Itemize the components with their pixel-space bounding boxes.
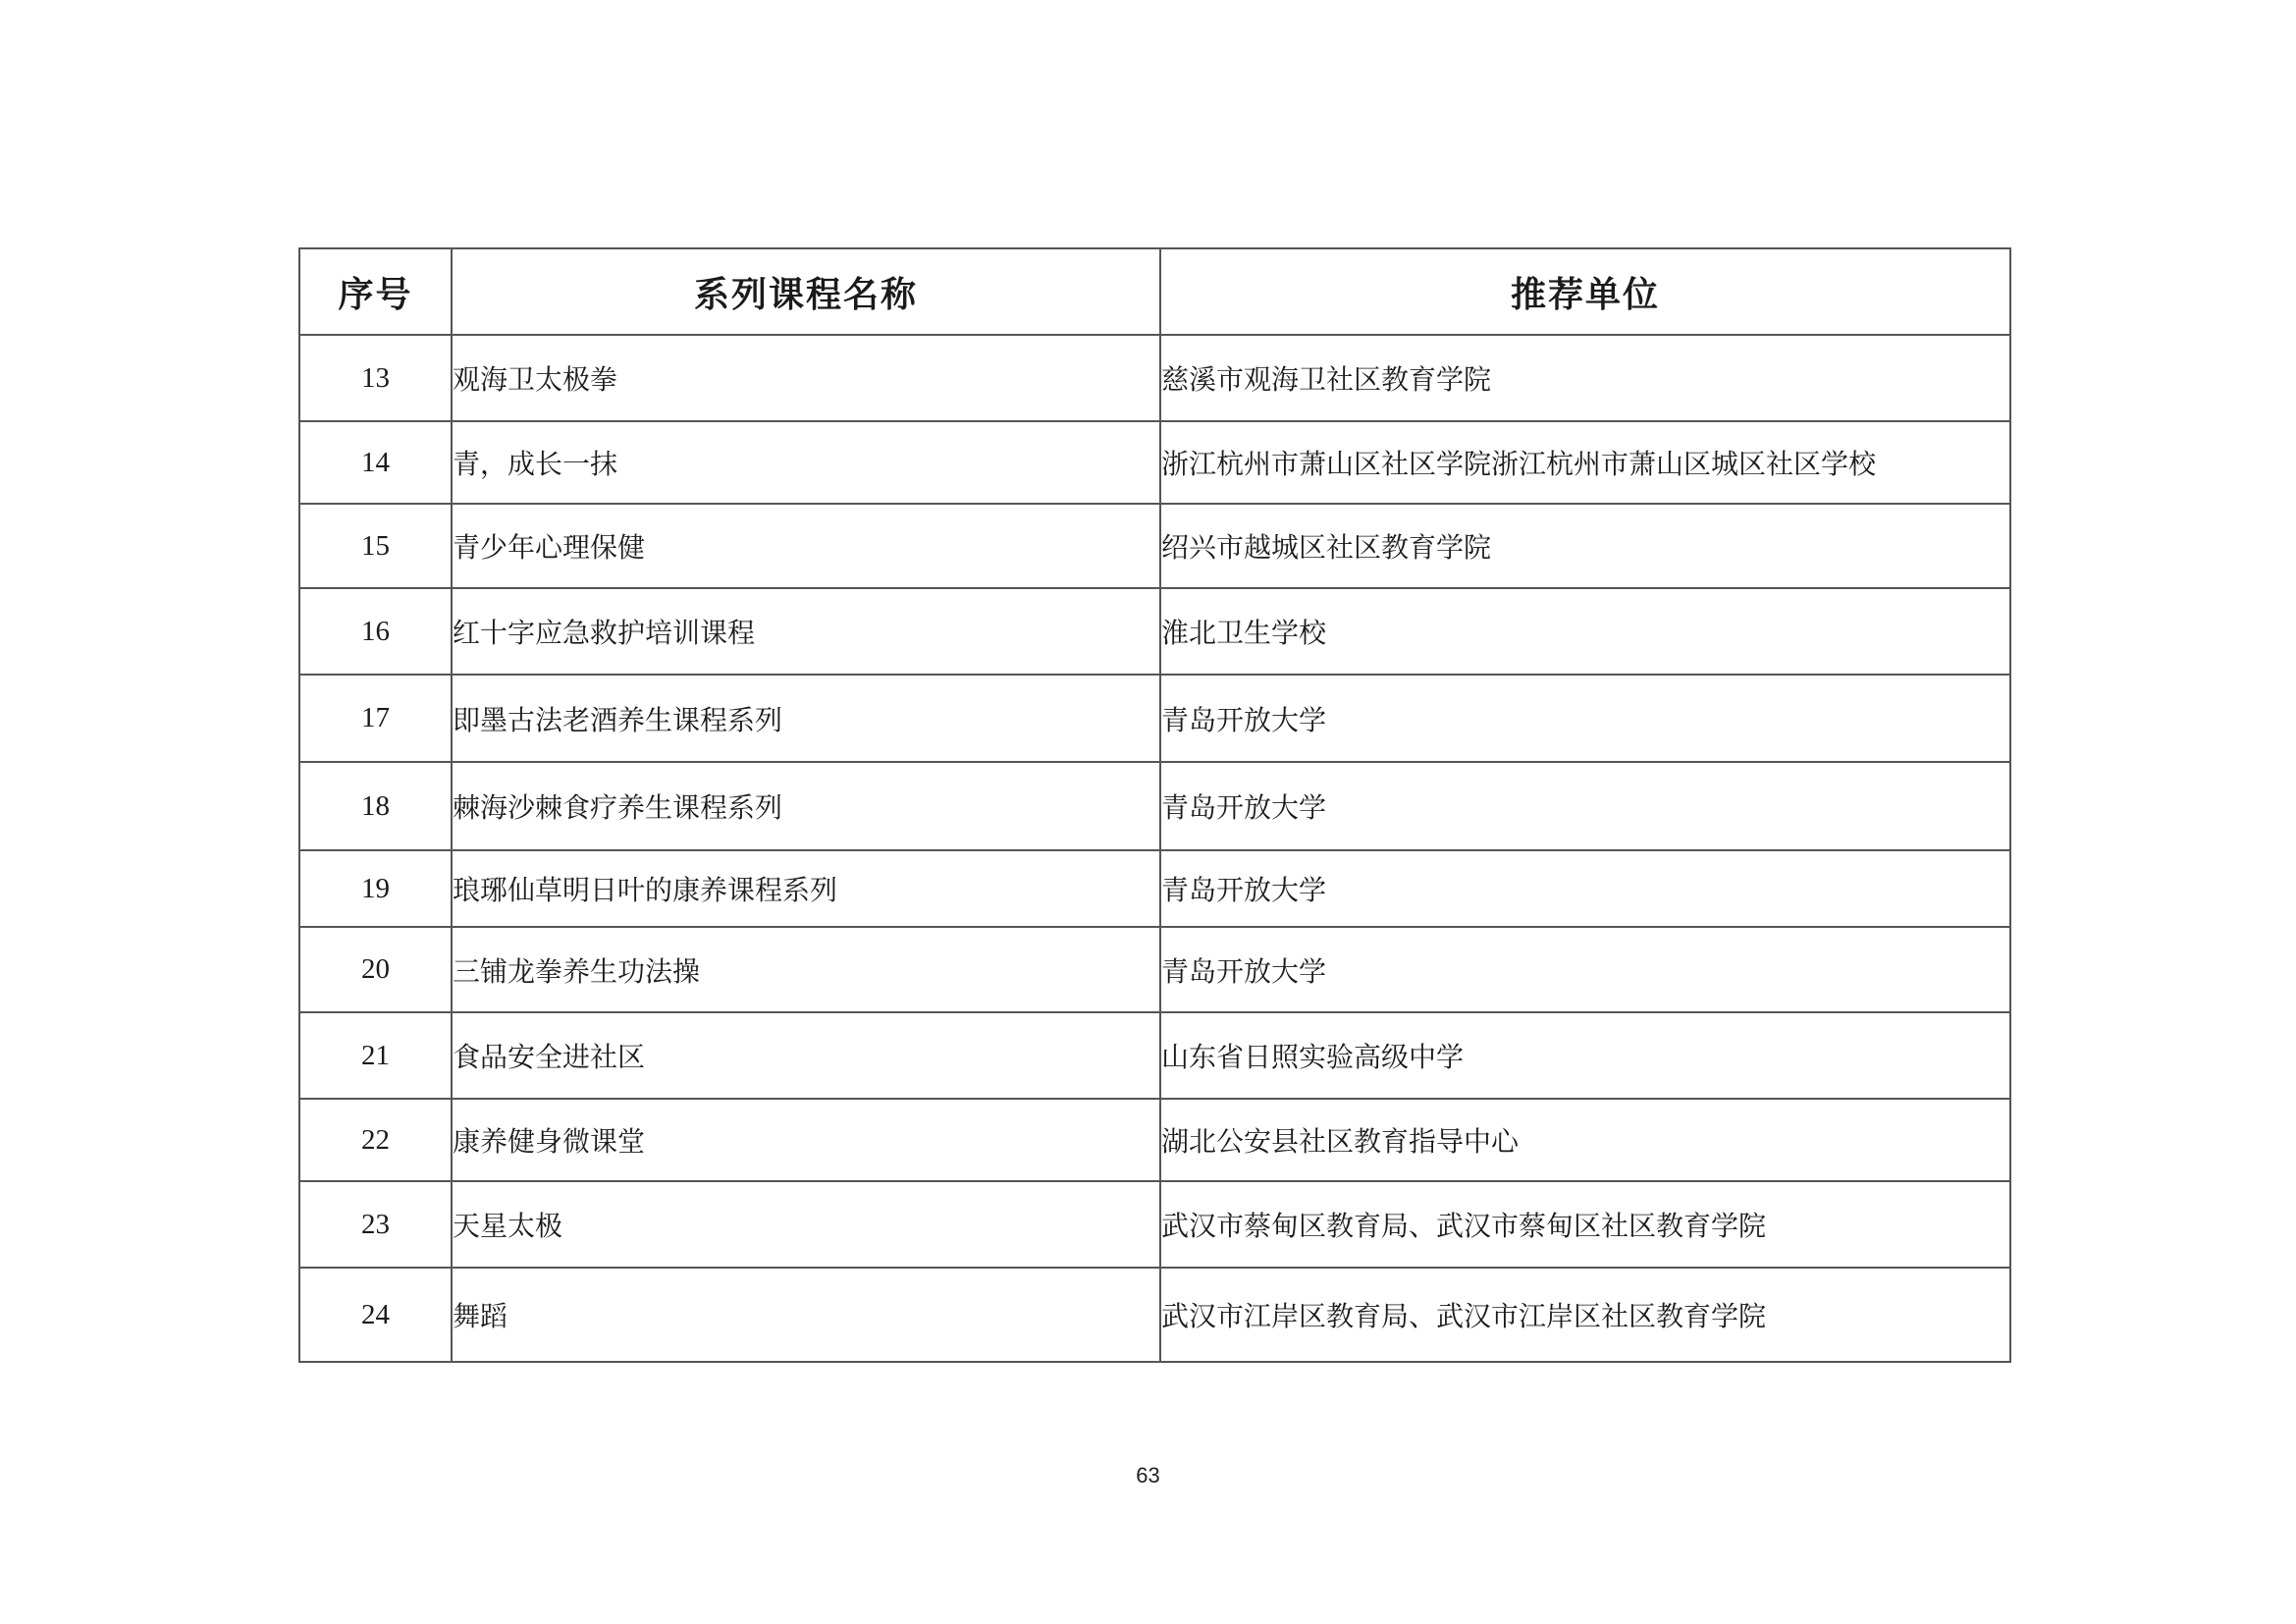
cell-recommending-unit: 淮北卫生学校 [1160,588,2010,675]
cell-course-name: 即墨古法老酒养生课程系列 [452,675,1160,762]
cell-serial-number: 17 [299,675,452,762]
cell-course-name: 青，成长一抹 [452,421,1160,504]
cell-recommending-unit: 慈溪市观海卫社区教育学院 [1160,335,2010,421]
table-row [299,421,2010,504]
cell-serial-number: 14 [299,421,452,504]
cell-course-name: 棘海沙棘食疗养生课程系列 [452,762,1160,850]
cell-recommending-unit: 青岛开放大学 [1160,927,2010,1012]
table-header-row [299,248,2010,335]
page-number: 63 [1136,1463,1160,1488]
cell-recommending-unit: 武汉市江岸区教育局、武汉市江岸区社区教育学院 [1160,1268,2010,1362]
table-row [299,927,2010,1012]
cell-course-name: 红十字应急救护培训课程 [452,588,1160,675]
cell-serial-number: 22 [299,1099,452,1181]
cell-recommending-unit: 绍兴市越城区社区教育学院 [1160,504,2010,588]
cell-course-name: 食品安全进社区 [452,1012,1160,1099]
table-row [299,588,2010,675]
header-serial-number: 序号 [299,248,452,335]
cell-serial-number: 18 [299,762,452,850]
cell-course-name: 青少年心理保健 [452,504,1160,588]
table-row [299,1268,2010,1362]
cell-recommending-unit: 青岛开放大学 [1160,675,2010,762]
table-row [299,1181,2010,1268]
cell-serial-number: 15 [299,504,452,588]
cell-serial-number: 24 [299,1268,452,1362]
cell-course-name: 观海卫太极拳 [452,335,1160,421]
cell-serial-number: 21 [299,1012,452,1099]
header-recommending-unit: 推荐单位 [1160,248,2010,335]
cell-course-name: 三铺龙拳养生功法操 [452,927,1160,1012]
table-row [299,335,2010,421]
course-table [298,247,2011,1363]
cell-serial-number: 20 [299,927,452,1012]
cell-course-name: 康养健身微课堂 [452,1099,1160,1181]
cell-course-name: 舞蹈 [452,1268,1160,1362]
header-course-name: 系列课程名称 [452,248,1160,335]
table-row [299,1099,2010,1181]
cell-recommending-unit: 湖北公安县社区教育指导中心 [1160,1099,2010,1181]
table-row [299,850,2010,927]
cell-serial-number: 23 [299,1181,452,1268]
cell-serial-number: 19 [299,850,452,927]
table-row [299,1012,2010,1099]
cell-recommending-unit: 青岛开放大学 [1160,850,2010,927]
table-row [299,762,2010,850]
cell-recommending-unit: 浙江杭州市萧山区社区学院浙江杭州市萧山区城区社区学校 [1160,421,2010,504]
table-row [299,504,2010,588]
cell-course-name: 天星太极 [452,1181,1160,1268]
table-row [299,675,2010,762]
cell-recommending-unit: 山东省日照实验高级中学 [1160,1012,2010,1099]
cell-serial-number: 16 [299,588,452,675]
cell-recommending-unit: 武汉市蔡甸区教育局、武汉市蔡甸区社区教育学院 [1160,1181,2010,1268]
cell-course-name: 琅琊仙草明日叶的康养课程系列 [452,850,1160,927]
cell-recommending-unit: 青岛开放大学 [1160,762,2010,850]
cell-serial-number: 13 [299,335,452,421]
